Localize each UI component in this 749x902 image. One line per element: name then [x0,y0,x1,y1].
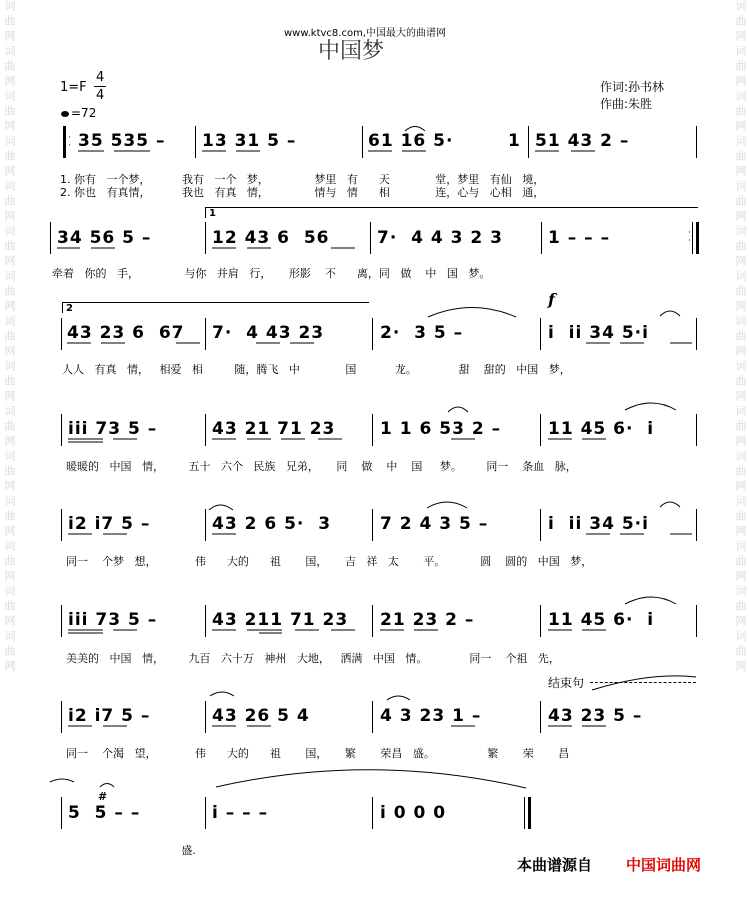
system5-measure1: i2 i7 5 – [68,514,151,534]
system2-measure4: 1 – – – [548,228,611,248]
system1-measure4: 51 43 2 – [535,131,630,151]
system2-lyrics: 牵着 你的 手， 与你 并肩 行， 形影 不 离，同 做 中 国 梦。 [52,267,491,280]
song-title: 中国梦 [318,39,385,64]
system1-lyrics-verse1: 1. 你有 一个梦， 我有 一个 梦， 梦里 有 天 堂，梦里 有仙 境， [60,173,545,186]
system4-lyrics: 暖暖的 中国 情， 五十 六个 民族 兄弟， 同 做 中 国 梦。 同一 条血 脉， [66,460,577,473]
system5-measure2: 43 2 6 5· 3 [212,514,332,534]
system5-measure3: 7 2 4 3 5 – [380,514,489,534]
system8-measure1: 5 5 – – [68,803,141,823]
source-url: www.ktvc8.com,中国最大的曲谱网 [284,28,447,39]
left-watermark: 词曲网词曲网词曲网词曲网词曲网词曲网词曲网词曲网词曲网词曲网词曲网词曲网词曲网词曲网词曲网 [3,0,16,675]
composer: 作曲:朱胜 [600,97,653,111]
system1-lyrics-verse2: 2. 你也 有真情， 我也 有真 情， 情与 情 相 连，心与 心相 通， [60,186,545,199]
right-watermark: 词曲网词曲网词曲网词曲网词曲网词曲网词曲网词曲网词曲网词曲网词曲网词曲网词曲网词曲网词曲网 [734,0,747,675]
time-signature-top: 4 [96,70,105,85]
system6-measure3: 21 23 2 – [380,610,475,630]
tempo-marking: =72 [71,106,97,120]
system1-measure2: 13 31 5 – [202,131,297,151]
system6-measure2: 43 211 71 23 [212,610,349,630]
sharp-icon: # [98,790,108,803]
forte-dynamic: f [548,290,555,309]
system1-measure3: 61 16 5· [368,131,454,151]
system6-lyrics: 美美的 中国 情， 九百 六十万 神州 大地， 洒满 中国 情。 同一 个祖 先， [66,652,560,665]
source-site-link[interactable]: 中国词曲网 [626,856,702,874]
system6-measure4: 11 45 6· i [548,610,655,630]
system1-pickup: 1 [508,131,521,151]
system6-measure1: iii 73 5 – [68,610,158,630]
time-signature-bottom: 4 [96,88,105,103]
system8-lyrics: 盛. [66,844,196,857]
system8-measure2: i – – – [212,803,269,823]
system3-measure3: 2· 3 5 – [380,323,464,343]
repeat-dots: · · [68,133,71,151]
system3-measure1: 43 23 6 67 [67,323,185,343]
ending-label: 结束句 [548,676,585,690]
system7-measure4: 43 23 5 – [548,706,643,726]
second-ending-bracket: 2 [62,302,369,313]
system5-lyrics: 同一 个梦 想， 伟 大的 祖 国， 吉 祥 太 平。 圆 圆的 中国 梦， [66,555,593,568]
system3-measure4: i ii 34 5·i [548,323,649,343]
system5-measure4: i ii 34 5·i [548,514,649,534]
first-ending-bracket: 1 [205,207,698,218]
system7-lyrics: 同一 个渴 望， 伟 大的 祖 国， 繁 荣昌 盛。 繁 荣 昌 [66,747,570,760]
system2-measure2: 12 43 6 56 [212,228,330,248]
system7-measure2: 43 26 5 4 [212,706,310,726]
system3-lyrics: 人人 有真 情， 相爱 相 随，腾飞 中 国 龙。 甜 甜的 中国 梦， [62,363,571,376]
system8-measure3: i 0 0 0 [380,803,447,823]
system7-measure3: 4 3 23 1 – [380,706,482,726]
system2-measure3: 7· 4 4 3 2 3 [377,228,503,248]
repeat-dots: · · [688,228,691,246]
system1-measure1: 35 535 – [78,131,166,151]
system4-measure4: 11 45 6· i [548,419,655,439]
system3-measure2: 7· 4 43 23 [212,323,325,343]
system4-measure3: 1 1 6 53 2 – [380,419,502,439]
lyricist: 作词:孙书林 [600,80,665,94]
source-label: 本曲谱源自 [517,856,593,874]
system2-measure1: 34 56 5 – [57,228,152,248]
system4-measure1: iii 73 5 – [68,419,158,439]
system7-measure1: i2 i7 5 – [68,706,151,726]
system4-measure2: 43 21 71 23 [212,419,336,439]
key-signature: 1=F [60,80,87,95]
